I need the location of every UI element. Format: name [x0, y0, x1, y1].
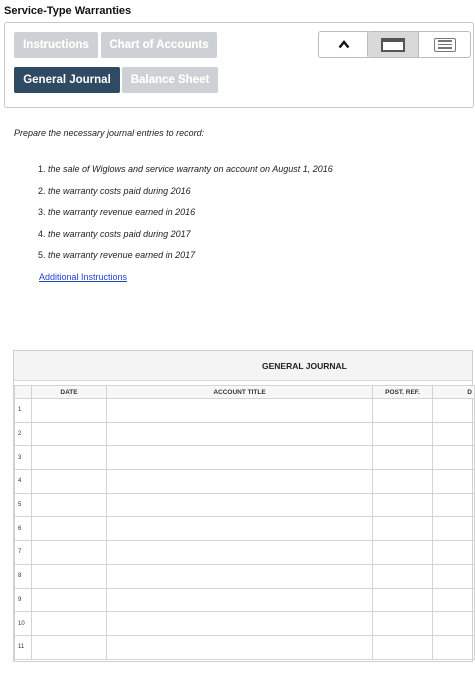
date-cell[interactable] — [32, 541, 107, 565]
debit-cell[interactable] — [433, 612, 475, 636]
task-list — [38, 164, 333, 272]
table-row — [15, 517, 475, 541]
account-title-cell[interactable] — [107, 470, 373, 494]
account-title-cell[interactable] — [107, 399, 373, 423]
chevron-up-icon — [338, 40, 350, 49]
tab-general-journal[interactable] — [14, 67, 120, 93]
list-item — [38, 250, 333, 272]
post-ref-cell[interactable] — [373, 635, 433, 659]
debit-cell[interactable] — [433, 446, 475, 470]
tab-balance-sheet[interactable] — [122, 67, 218, 93]
instructions-prompt: Prepare the necessary journal entries to record: — [14, 128, 205, 138]
table-row — [15, 612, 475, 636]
debit-cell[interactable] — [433, 399, 475, 423]
account-title-cell[interactable] — [107, 446, 373, 470]
tab-instructions-label: Instructions — [23, 39, 89, 51]
account-title-cell[interactable] — [107, 517, 373, 541]
row-number: 5 — [15, 493, 32, 517]
journal-header-row — [15, 386, 475, 399]
account-title-cell[interactable] — [107, 588, 373, 612]
date-cell[interactable] — [32, 517, 107, 541]
account-title-cell[interactable] — [107, 612, 373, 636]
row-number: 7 — [15, 541, 32, 565]
post-ref-cell[interactable] — [373, 517, 433, 541]
table-row — [15, 446, 475, 470]
journal-table — [14, 385, 475, 660]
task-text: the warranty costs paid during 2017 — [48, 228, 191, 239]
task-text: the warranty revenue earned in 2017 — [48, 250, 196, 260]
tab-chart-of-accounts-label: Chart of Accounts — [109, 39, 209, 51]
debit-cell[interactable] — [433, 422, 475, 446]
task-number: 2. — [38, 185, 46, 196]
date-cell[interactable] — [32, 493, 107, 517]
account-title-cell[interactable] — [107, 564, 373, 588]
row-number: 11 — [15, 635, 32, 659]
table-row — [15, 470, 475, 494]
list-view-button[interactable] — [419, 32, 470, 57]
task-text: the sale of Wiglows and service warranty on account on August 1, 2016 — [48, 164, 333, 174]
post-ref-cell[interactable] — [373, 446, 433, 470]
task-number: 5. — [38, 250, 46, 260]
collapse-button[interactable] — [318, 31, 370, 58]
post-ref-cell[interactable] — [373, 399, 433, 423]
debit-cell[interactable] — [433, 517, 475, 541]
account-title-cell[interactable] — [107, 635, 373, 659]
date-cell[interactable] — [32, 422, 107, 446]
date-cell[interactable] — [32, 588, 107, 612]
row-number: 10 — [15, 612, 32, 636]
task-text: the warranty costs paid during 2016 — [48, 185, 191, 196]
tab-general-journal-label: General Journal — [23, 74, 111, 86]
single-view-button[interactable] — [368, 32, 419, 57]
list-item — [38, 229, 333, 251]
general-journal — [13, 350, 473, 662]
post-ref-cell[interactable] — [373, 564, 433, 588]
list-item — [38, 207, 333, 229]
table-row — [15, 493, 475, 517]
tab-chart-of-accounts[interactable] — [101, 32, 217, 58]
date-cell[interactable] — [32, 470, 107, 494]
task-number: 4. — [38, 228, 46, 239]
row-number: 1 — [15, 399, 32, 423]
list-item — [38, 186, 333, 208]
date-cell[interactable] — [32, 564, 107, 588]
row-number: 8 — [15, 564, 32, 588]
list-item — [38, 164, 333, 186]
table-row — [15, 541, 475, 565]
row-number: 4 — [15, 470, 32, 494]
debit-cell[interactable] — [433, 564, 475, 588]
date-cell[interactable] — [32, 635, 107, 659]
table-row — [15, 564, 475, 588]
debit-cell[interactable] — [433, 635, 475, 659]
row-number-header — [15, 386, 32, 399]
post-ref-cell[interactable] — [373, 541, 433, 565]
tab-instructions[interactable] — [14, 32, 98, 58]
task-number: 3. — [38, 207, 46, 217]
post-ref-cell[interactable] — [373, 612, 433, 636]
tab-balance-sheet-label: Balance Sheet — [130, 74, 210, 86]
task-text: the warranty revenue earned in 2016 — [48, 207, 196, 217]
post-ref-cell[interactable] — [373, 470, 433, 494]
table-row — [15, 588, 475, 612]
tabs-panel — [4, 22, 474, 108]
list-icon — [434, 38, 456, 52]
page-title: Service-Type Warranties — [4, 5, 132, 17]
account-title-cell[interactable] — [107, 541, 373, 565]
debit-column-header: D — [433, 386, 475, 399]
post-ref-cell[interactable] — [373, 422, 433, 446]
date-column-header: DATE — [32, 386, 107, 399]
date-cell[interactable] — [32, 399, 107, 423]
debit-cell[interactable] — [433, 470, 475, 494]
account-title-cell[interactable] — [107, 493, 373, 517]
table-row — [15, 635, 475, 659]
post-ref-cell[interactable] — [373, 588, 433, 612]
date-cell[interactable] — [32, 612, 107, 636]
account-title-cell[interactable] — [107, 422, 373, 446]
post-ref-column-header: POST. REF. — [373, 386, 433, 399]
debit-cell[interactable] — [433, 588, 475, 612]
account-title-column-header: ACCOUNT TITLE — [107, 386, 373, 399]
date-cell[interactable] — [32, 446, 107, 470]
view-toggle — [367, 31, 471, 58]
additional-instructions-link[interactable]: Additional Instructions — [39, 272, 128, 282]
row-number: 3 — [15, 446, 32, 470]
table-row — [15, 399, 475, 423]
debit-cell[interactable] — [433, 493, 475, 517]
row-number: 9 — [15, 588, 32, 612]
task-number: 1. — [38, 164, 46, 174]
window-icon — [381, 38, 405, 52]
post-ref-cell[interactable] — [373, 493, 433, 517]
debit-cell[interactable] — [433, 541, 475, 565]
row-number: 2 — [15, 422, 32, 446]
journal-title: GENERAL JOURNAL — [14, 351, 472, 381]
table-row — [15, 422, 475, 446]
row-number: 6 — [15, 517, 32, 541]
